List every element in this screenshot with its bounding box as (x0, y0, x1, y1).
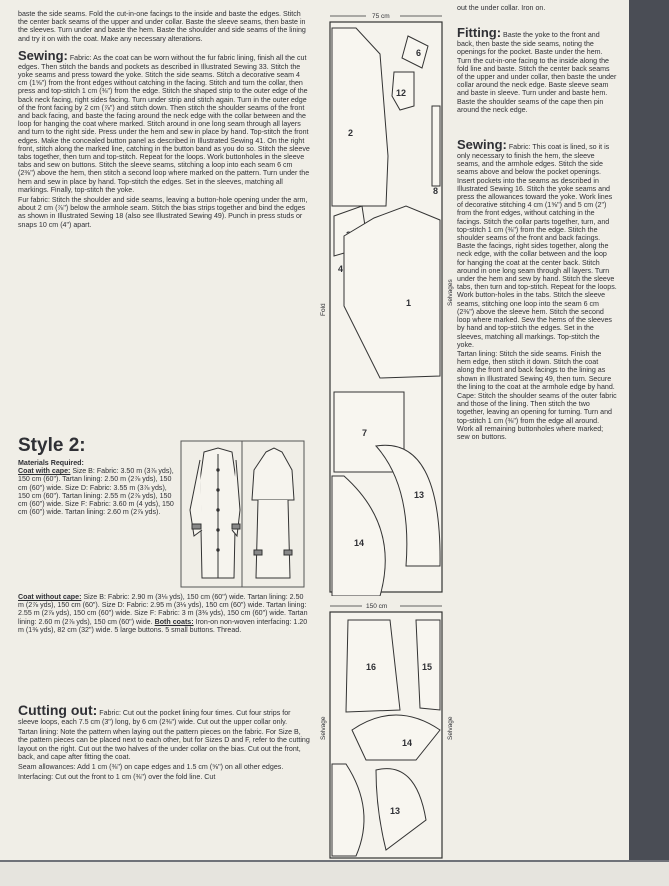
top-right-fragment: out the under collar. Iron on. (457, 4, 546, 12)
cape-text: Cape: Stitch the shoulder seams of the outer fabric and those of the lining. Then stitch the two together, leaving an opening for turning. Turn and top-stitch 1 cm (⅜") from the edge all around. Work all remaining buttonholes where marked; sew on buttons. (457, 391, 617, 441)
piece-14-label: 14 (354, 538, 365, 548)
selvage-right-label: Selvage (447, 716, 454, 740)
fur-fabric-text: Fur fabric: Stitch the shoulder and side seams, leaving a button-hole opening under the arm, about 2 cm (⅞") below the armhole seam. Stitch the bias strips together and bind the edges as shown in Illustrated Sewing 18 (also see Illustrated Sewing 49). Punch in press studs or snaps 10 cm (4") apart. (18, 196, 308, 229)
tartan-lining-text: Tartan lining: Stitch the side seams. Finish the hem edge, then stitch it down. Stitch the coat along the front and back facings to the lining as shown in Illustrated Sewing 49, then turn. Secure the lining to the coat at the armhole edge by hand. (457, 349, 615, 391)
fitting-text: Baste the yoke to the front and back, then baste the side seams, noting the openings for the pocket. Baste under the hem. Turn the cut-in-one facing to the inside along the fold line and baste. Stitch the center back seams of the upper and under collar, then baste the under collar around the neck edge. Baste sleeve seam and baste in sleeve. Turn under and baste hem. Baste the shoulder seams of the cape then pin around the neck edge. (457, 31, 617, 114)
page-bottom-edge (0, 860, 669, 886)
cutting-heading: Cutting out: (18, 702, 98, 718)
binding-edge (629, 0, 669, 886)
sewing-heading: Sewing: (18, 47, 68, 63)
style2-heading: Style 2: (18, 435, 86, 456)
piece-14b-label: 14 (402, 738, 413, 748)
sewing-text: Fabric: As the coat can be worn without the fur fabric lining, finish all the cut edges. Then stitch the bands and pockets as described in Illustrated Sewing 33. Stitch the yoke seams and press toward the yoke. Stitch the side seams. Stitch a decorative seam 4 cm (1⅝") from the front edges without catching in the facing. Stitch and turn the collar, then press and top-stitch 1 cm (⅜") from the edge. Stitch the shaped strip to the outer edge of the back neck facing, right sides facing. Turn under strip and stitch again. Turn in the outer edge of the front facing by 2 cm (⅞") and stitch down. Then stitch the shoulder seams of the front and back facing, and baste the facing around the neck edge with the collar between and the loop for hanging the coat where marked. Stitch around in one long seam through all layers and turn to the right side. Press under the hem and sew in place by hand. Top-stitch the front edges. Make the concealed button panel as described in Illustrated Sewing 41. On the right front, stitch along the marked line, catching in the button band as you do so. Stitch the sleeve tabs together, then turn and top-stitch. Repeat for the loops. Work buttonholes in the sleeve tabs and sew on buttons. Stitch the sleeve seams, stitching a loop into each seam 6 cm (2⅜") above the hem, then stitch a second loop where marked on the pattern. Turn under the hem and sew in place by hand. Top-stitch the edges. Set in the sleeves, matching all markings. Finally, top-stitch the yoke. (18, 53, 310, 194)
sewing2-text: Fabric: This coat is lined, so it is only necessary to finish the hem, the sleeve seams, and the armhole edges. Stitch the side seams above and below the pocket openings. Insert pockets into the seams as described in Illustrated Sewing 16. Stitch the yoke seams and press the allowances toward the yoke. Work lines of decorative stitching 4 cm (1⅝") and 5 cm (2") from the front edges, without catching in the facings. Stitch the collar parts together, turn, and top-stitch 1 cm (⅜") from the edge. Stitch the shoulder seams of the front and back facings. Baste the facings, right sides together, along the neck edge, with the collar between and the loop for hanging the coat at the center back. Stitch around in one long seam through all layers. Turn under the hem and sew by hand. Stitch the sleeve tabs, then turn and top-stitch. Repeat for the loops. Work button-holes in the tabs. Stitch the sleeve seams, stitching one loop into the seam 6 cm (2⅜") above the sleeve hem. Stitch the second loop where marked. Sew the hems of the sleeves by hand and top-stitch the edges. Set in the sleeves, matching all markings. Top-stitch the yoke. (457, 143, 617, 349)
piece-16-label: 16 (366, 662, 377, 672)
materials-1: Size B: Fabric: 3.50 m (3⅞ yds), 150 cm (60"). Tartan lining: 2.50 m (2⅞ yds), 150 cm (60") wide. Size D: Fabric: 3.55 m (3⅞ yds), 150 cm (60"). Tartan lining: 2.55 m (2⅞ yds), 150 cm (60") wide. Size F: Fabric: 3.60 m (4 yds), 150 cm (60") wide. Tartan lining: 2.60 m (2⅞ yds). (18, 467, 174, 517)
right-column (457, 4, 617, 442)
piece-8-label: 8 (433, 186, 439, 196)
materials-heading: Materials Required: (18, 459, 84, 467)
left-top-text: baste the side seams. Fold the cut-in-one facings to the inside and baste the edges. Stitch the center back seams of the upper and under collar. Baste the sleeve seams, then baste in the sleeves. Turn under and baste the hem. Baste the shoulder and side seams of the lining and try it on with the coat. Make any necessary alterations. (18, 10, 306, 43)
piece-7-label: 7 (362, 428, 368, 438)
piece-13b-label: 13 (390, 806, 401, 816)
coat-with-cape-label: Coat with cape: (18, 467, 71, 476)
cutting-layout-bottom (316, 600, 456, 860)
fitting-heading: Fitting: (457, 25, 502, 41)
materials-continued (18, 593, 310, 636)
materials-2: Size B: Fabric: 2.90 m (3⅛ yds), 150 cm (60") wide. Tartan lining: 2.50 m (2⅞ yds), 150 cm (60"). Size D: Fabric: 2.95 m (3⅛ yds), 150 cm (60") wide. Tartan lining: 2.55 m (2⅞ yds), 150 cm (60") wide. Size F: Fabric: 3 m (3⅜ yds), 150 cm (60") wide. Tartan lining: 2.60 m (2⅞ yds), 150 cm (60") wide. (18, 593, 308, 626)
coat-back-drawing (252, 448, 294, 578)
seam-allowances-text: Seam allowances: Add 1 cm (⅜") on cape edges and 1.5 cm (⅝") on all other edges. (18, 763, 284, 772)
piece-12-label: 12 (396, 88, 407, 98)
fold-label: Fold (320, 303, 327, 316)
materials-3: Iron-on non-woven interfacing: 1.20 m (1⅜ yds), 82 cm (32") wide. 5 large buttons. 5 small buttons. Thread. (18, 617, 308, 634)
piece-6-label: 6 (416, 48, 422, 58)
cutting-text: Fabric: Cut out the pocket lining four times. Cut four strips for sleeve loops, each 7.5 cm (3") long, by 6 cm (2⅜") wide. Cut out the upper collar only. (18, 709, 291, 726)
piece-2-label: 2 (348, 128, 354, 138)
piece-15-label: 15 (422, 662, 433, 672)
coat-illustrations (180, 440, 305, 588)
piece-1-label: 1 (406, 298, 412, 308)
coat-front-drawing (190, 448, 240, 578)
selvages-label: Selvages (447, 279, 454, 306)
width-label-bottom: 150 cm (366, 603, 388, 610)
width-label-top: 75 cm (372, 13, 390, 20)
left-column (18, 10, 310, 231)
piece-4-label: 4 (338, 264, 344, 274)
cutting-layout-top (316, 6, 456, 596)
cutting-block (18, 703, 310, 783)
both-coats-label: Both coats: (154, 617, 194, 626)
style2-block (18, 436, 178, 518)
tartan-cut-text: Tartan lining: Note the pattern when laying out the pattern pieces on the fabric. For Size B, the pattern pieces can be placed next to each other, but for Sizes D and F, refer to the cutting layout on the right. Cut out the two halves of the under collar on the bias. Cut out the front, back, and cape after fitting the coat. (18, 728, 310, 761)
interfacing-text: Interfacing: Cut out the front to 1 cm (⅜") over the fold line. Cut (18, 773, 216, 782)
piece-13-label: 13 (414, 490, 425, 500)
sewing2-heading: Sewing: (457, 137, 507, 153)
selvage-left-label: Selvage (320, 716, 327, 740)
coat-without-cape-label: Coat without cape: (18, 593, 82, 601)
